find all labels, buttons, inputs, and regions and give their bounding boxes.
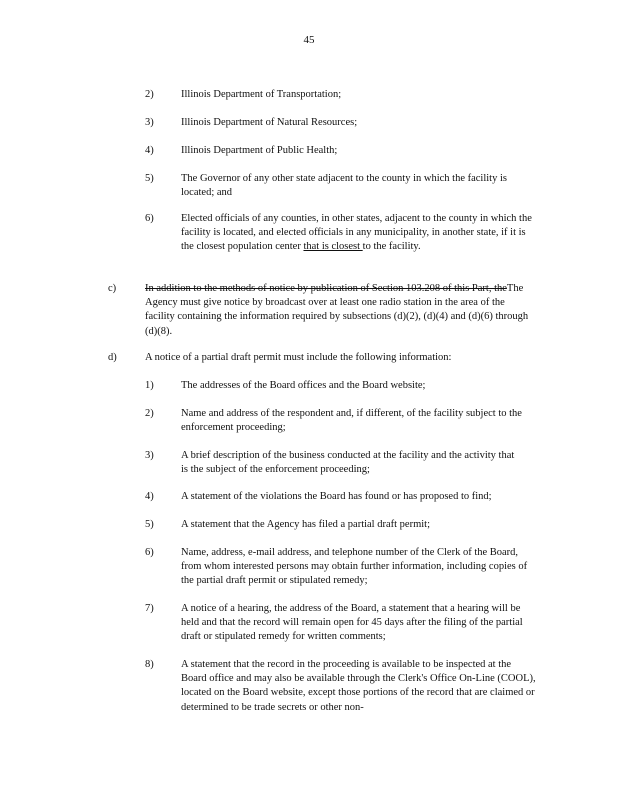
list-item-text: A statement that the record in the proceeding is available to be inspected at the Board office and may also be available through the Clerk's Office On-Line (COOL), located on the Board website, except those portions of the record that are claimed or determined to be trade secrets or other non- [181, 659, 536, 713]
section-text: The Agency must give notice by broadcast over at least one radio station in the area of the facility containing the information required by subsections (d)(2), (d)(4) and (d)(6) through (d)(8). [145, 283, 529, 337]
list-item-text: Illinois Department of Transportation; [181, 89, 342, 100]
list-item-text: A statement that the Agency has filed a partial draft permit; [181, 519, 431, 530]
page-number: 45 [303, 34, 315, 46]
list-item-text: Name, address, e-mail address, and telephone number of the Clerk of the Board, from whom interested persons may obtain further information, including copies of the partial draft permit or stipulated remedy; [181, 547, 528, 587]
list-item-text: A notice of a hearing, the address of the Board, a statement that a hearing will be held and that the record will remain open for 45 days after the filing of the partial draft or stipulated remedy for written comments; [181, 603, 523, 643]
section-paragraph [145, 282, 537, 339]
list-item-text: Illinois Department of Public Health; [181, 145, 338, 156]
list-item-number: 8) [145, 659, 154, 670]
list-item-number: 4) [145, 491, 154, 502]
list-item-number: 6) [145, 547, 154, 558]
list-item-text: A brief description of the business conducted at the facility and the activity that is the subject of the enforcement proceeding; [181, 450, 515, 476]
list-item-number: 5) [145, 173, 154, 184]
list-item-number: 3) [145, 117, 154, 128]
list-item-text: Illinois Department of Natural Resources; [181, 117, 358, 128]
list-item-number: 2) [145, 89, 154, 100]
deleted-text: In addition to the methods of notice by publication of Section 103.208 of this Part, the [145, 283, 507, 294]
section-label: c) [108, 283, 117, 294]
list-item-number: 1) [145, 380, 154, 391]
list-item-number: 2) [145, 408, 154, 419]
section-intro: A notice of a partial draft permit must include the following information: [145, 352, 452, 363]
list-item-text [181, 212, 537, 255]
list-item-number: 7) [145, 603, 154, 614]
list-item-text: Name and address of the respondent and, if different, of the facility subject to the enforcement proceeding; [181, 408, 522, 434]
list-item-number: 5) [145, 519, 154, 530]
list-item-text-part: to the facility. [362, 241, 421, 253]
list-item-text: A statement of the violations the Board has found or has proposed to find; [181, 491, 492, 502]
list-item-number: 4) [145, 145, 154, 156]
section-label: d) [108, 352, 117, 363]
list-item-text: The Governor of any other state adjacent to the county in which the facility is located; and [181, 173, 507, 199]
inserted-text: that is closest [303, 241, 363, 253]
list-item-text-part: Elected officials of any counties, in other states, adjacent to the county in which the facility is located, and elected officials in any municipality, in another state, if it is the closest population center [181, 213, 532, 253]
list-item-number: 3) [145, 450, 154, 461]
list-item-text: The addresses of the Board offices and the Board website; [181, 380, 426, 391]
list-item-number: 6) [145, 213, 154, 224]
